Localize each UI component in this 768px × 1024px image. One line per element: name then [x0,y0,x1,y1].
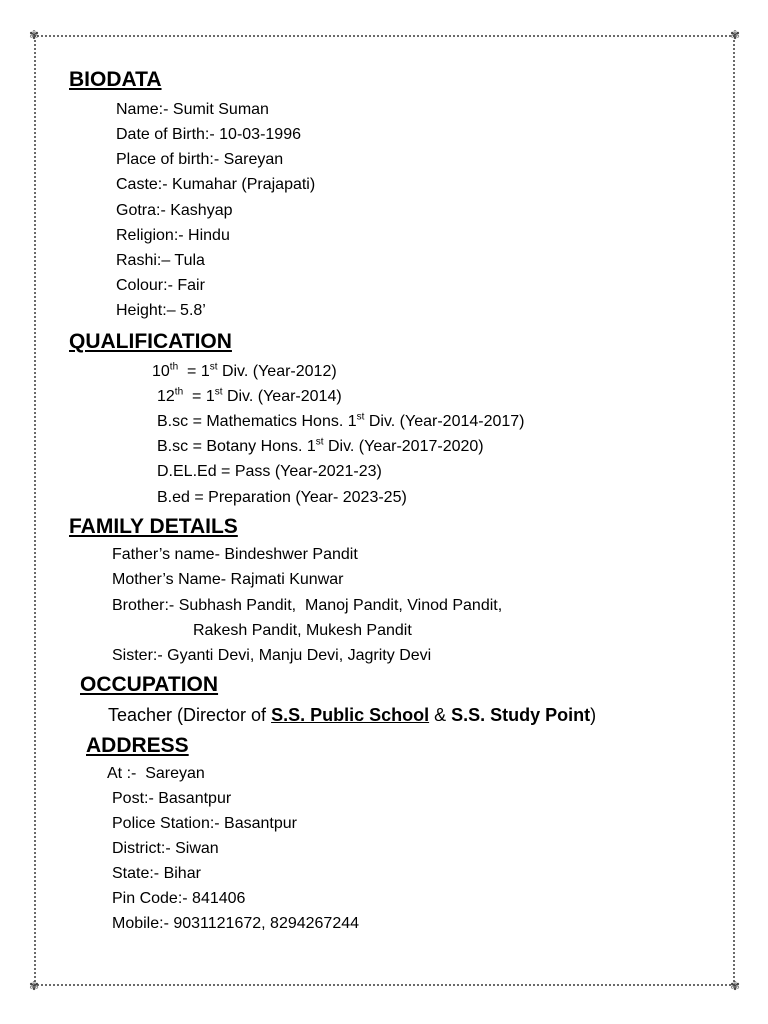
caste-line: Caste:- Kumahar (Prajapati) [116,176,316,193]
occupation-heading: OCCUPATION [80,673,219,696]
biodata-heading: BIODATA [69,68,162,91]
address-mobile-line: Mobile:- 9031121672, 8294267244 [112,915,360,932]
qualification-item: D.EL.Ed = Pass (Year-2021-23) [157,463,382,480]
qualification-heading: QUALIFICATION [69,330,232,353]
brother-line-continued: Rakesh Pandit, Mukesh Pandit [193,622,412,639]
colour-line: Colour:- Fair [116,277,205,294]
pob-line: Place of birth:- Sareyan [116,151,284,168]
occupation-line: Teacher (Director of S.S. Public School & S.S. Study Point) [108,705,597,725]
address-state-line: State:- Bihar [112,865,201,882]
corner-ornament-icon: ✾ [29,979,40,993]
address-post-line: Post:- Basantpur [112,790,232,807]
address-heading: ADDRESS [86,734,189,757]
qualification-item: B.ed = Preparation (Year- 2023-25) [157,489,407,506]
address-district-line: District:- Siwan [112,840,219,857]
family-heading: FAMILY DETAILS [69,515,238,538]
qualification-item: B.sc = Mathematics Hons. 1st Div. (Year-2014-2017) [157,411,525,430]
study-point-name: S.S. Study Point [451,705,591,725]
name-line: Name:- Sumit Suman [116,101,269,118]
corner-ornament-icon: ✾ [730,28,741,42]
address-police-line: Police Station:- Basantpur [112,815,297,832]
qualification-item: 12th = 1st Div. (Year-2014) [157,386,342,405]
address-pin-line: Pin Code:- 841406 [112,890,246,907]
mother-line: Mother’s Name- Rajmati Kunwar [112,571,344,588]
sister-line: Sister:- Gyanti Devi, Manju Devi, Jagrity Devi [112,647,432,664]
father-line: Father’s name- Bindeshwer Pandit [112,546,358,563]
school-name: S.S. Public School [271,705,430,725]
qualification-item: 10th = 1st Div. (Year-2012) [152,361,337,380]
qualification-item: B.sc = Botany Hons. 1st Div. (Year-2017-2020) [157,436,484,455]
gotra-line: Gotra:- Kashyap [116,202,233,219]
corner-ornament-icon: ✾ [29,28,40,42]
dob-line: Date of Birth:- 10-03-1996 [116,126,301,143]
height-line: Height:– 5.8’ [116,302,206,319]
address-at-line: At :- Sareyan [107,765,205,782]
brother-line: Brother:- Subhash Pandit, Manoj Pandit, Vinod Pandit, [112,597,503,614]
religion-line: Religion:- Hindu [116,227,230,244]
rashi-line: Rashi:– Tula [116,252,205,269]
corner-ornament-icon: ✾ [730,979,741,993]
